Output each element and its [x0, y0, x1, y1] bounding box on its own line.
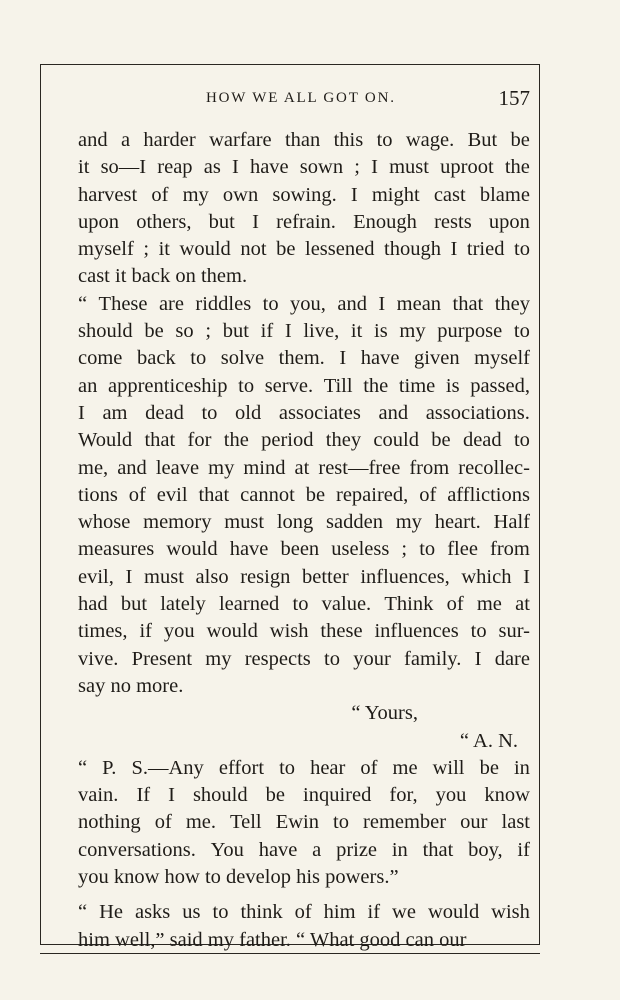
text-line: evil, I must also resign better influences, which I	[78, 565, 530, 588]
text-line: him well,” said my father. “ What good can our	[78, 928, 467, 951]
text-line: “ A. N.	[459, 729, 518, 752]
text-line: upon others, but I refrain. Enough rests upon	[78, 210, 530, 233]
text-line: me, and leave my mind at rest—free from recollec-	[78, 456, 530, 479]
text-line: tions of evil that cannot be repaired, of afflictions	[78, 483, 530, 506]
text-line: cast it back on them.	[78, 265, 248, 288]
text-line: “ These are riddles to you, and I mean that they	[78, 292, 530, 315]
text-line: measures would have been useless ; to flee from	[78, 538, 530, 561]
text-line: nothing of me. Tell Ewin to remember our last	[78, 811, 530, 834]
text-line: harvest of my own sowing. I might cast blame	[78, 183, 530, 206]
text-line: times, if you would wish these influences to sur-	[78, 620, 530, 643]
text-line: you know how to develop his powers.”	[78, 866, 399, 889]
text-line: “ P. S.—Any effort to hear of me will be in	[78, 756, 530, 779]
text-line: and a harder warfare than this to wage. But be	[78, 129, 530, 151]
text-line: vain. If I should be inquired for, you know	[78, 784, 530, 807]
text-line: it so—I reap as I have sown ; I must uproot the	[78, 156, 530, 179]
page-header	[78, 88, 530, 112]
body-text	[78, 127, 530, 954]
text-line: vive. Present my respects to your family. I dare	[78, 647, 530, 670]
text-line: whose memory must long sadden my heart. Half	[78, 511, 530, 534]
text-line: Would that for the period they could be dead to	[78, 429, 530, 452]
text-line: an apprenticeship to serve. Till the time is passed,	[78, 374, 530, 397]
text-line: “ Yours,	[351, 702, 418, 725]
paragraph-gap	[78, 891, 530, 899]
text-line: come back to solve them. I have given myself	[78, 347, 530, 370]
page-number: 157	[498, 86, 530, 110]
text-line: myself ; it would not be lessened though I tried to	[78, 238, 530, 261]
text-line: I am dead to old associates and associations.	[78, 401, 530, 424]
text-line: say no more.	[78, 674, 184, 697]
text-line: conversations. You have a prize in that boy, if	[78, 838, 530, 861]
text-line: “ He asks us to think of him if we would wish	[78, 901, 530, 924]
text-line: had but lately learned to value. Think of me at	[78, 593, 530, 616]
running-title: HOW WE ALL GOT ON.	[206, 90, 396, 106]
text-line: should be so ; but if I live, it is my purpose to	[78, 320, 530, 343]
